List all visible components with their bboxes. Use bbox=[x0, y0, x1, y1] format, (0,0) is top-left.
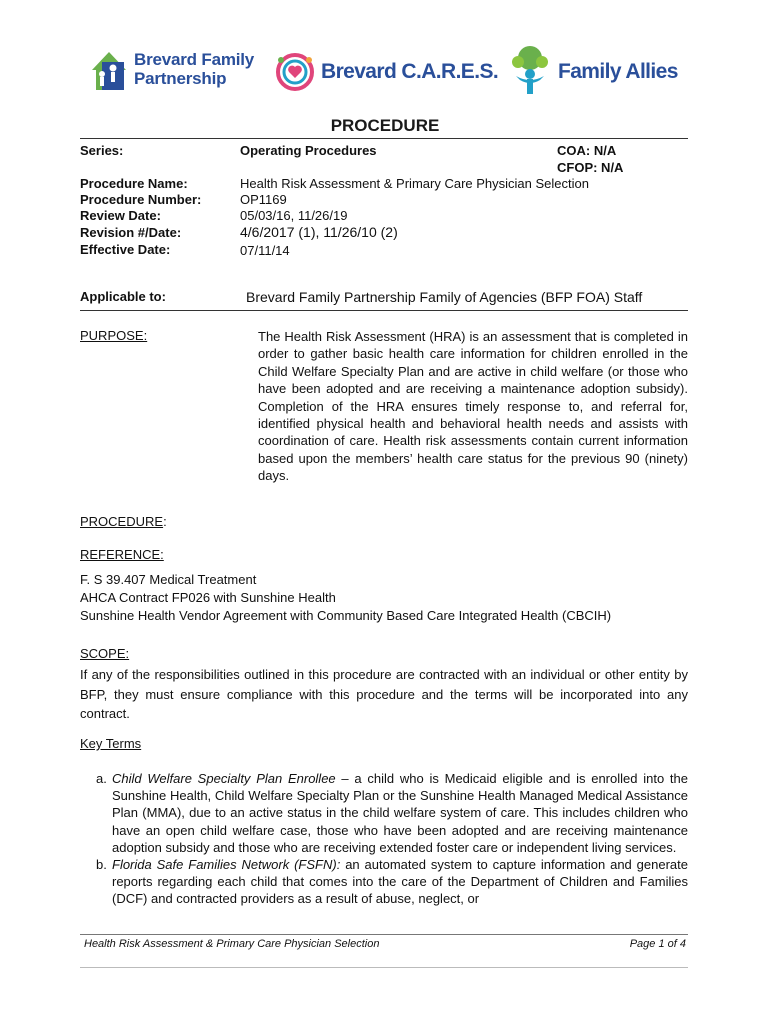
title-divider bbox=[80, 138, 688, 139]
reference-list bbox=[80, 571, 611, 625]
reference-item: AHCA Contract FP026 with Sunshine Health bbox=[80, 590, 336, 605]
page-number: Page 1 of 4 bbox=[629, 938, 686, 950]
key-terms-label: Key Terms bbox=[80, 736, 142, 751]
term-definition: – a child who is Medicaid eligible and is enrolled into the Sunshine Health, Child Welfare Specialty Plan or the Sunshine Health Managed Medical Assistance Plan (MMA), due to an active status in the child welfare system of care. This includes children who have an open child welfare case, those who have been adopted and are receiving maintenance adoption subsidy and those who are receiving extended foster care or independent living services. bbox=[112, 771, 689, 855]
tree-person-icon bbox=[506, 44, 554, 96]
procedure-number-value: OP1169 bbox=[240, 192, 287, 207]
brevard-cares-logo bbox=[273, 50, 499, 94]
key-terms-list bbox=[96, 770, 688, 908]
footer-divider-top bbox=[80, 934, 688, 935]
bfp-logo-line1: Brevard Family bbox=[134, 50, 255, 69]
bfp-logo-line2: Partnership bbox=[134, 69, 227, 88]
reference-item: F. S 39.407 Medical Treatment bbox=[80, 572, 257, 587]
cfop-value: CFOP: N/A bbox=[557, 160, 624, 175]
term-name: Florida Safe Families Network (FSFN): bbox=[112, 857, 341, 873]
page-title: PROCEDURE bbox=[330, 116, 440, 135]
revision-date-value: 4/6/2017 (1), 11/26/10 (2) bbox=[240, 224, 398, 240]
purpose-text: The Health Risk Assessment (HRA) is an assessment that is completed in order to gather basic health care information for children enrolled in the Child Welfare Specialty Plan and are active in child welfare (or those who have been adopted and are receiving a maintenance adoption subsidy). Completion of the HRA ensures timely response to, and referral for, identified physical health and behavioral health needs and assists with coordination of care. Health risk assessments contain current information based upon the members’ health care status for the previous 90 (ninety) days. bbox=[258, 329, 688, 484]
header-divider bbox=[80, 310, 688, 311]
effective-date-value: 07/11/14 bbox=[240, 243, 290, 258]
applicable-to-value: Brevard Family Partnership Family of Agencies (BFP FOA) Staff bbox=[246, 289, 643, 305]
brevard-family-partnership-logo bbox=[88, 46, 264, 96]
reference-item: Sunshine Health Vendor Agreement with Community Based Care Integrated Health (CBCIH) bbox=[80, 608, 612, 623]
heart-hands-icon bbox=[273, 50, 317, 94]
review-date-label: Review Date: bbox=[80, 208, 161, 223]
effective-date-label: Effective Date: bbox=[80, 242, 171, 257]
footer-divider-bottom bbox=[80, 967, 688, 968]
applicable-to-label: Applicable to: bbox=[80, 289, 166, 304]
procedure-name-label: Procedure Name: bbox=[80, 176, 188, 191]
family-house-icon bbox=[88, 48, 130, 92]
procedure-name-value: Health Risk Assessment & Primary Care Physician Selection bbox=[240, 176, 589, 191]
procedure-number-label: Procedure Number: bbox=[80, 192, 202, 207]
cares-logo-text: Brevard C.A.R.E.S. bbox=[321, 60, 499, 83]
coa-value: COA: N/A bbox=[557, 143, 617, 158]
revision-date-label: Revision #/Date: bbox=[80, 225, 182, 240]
series-value: Operating Procedures bbox=[240, 143, 377, 158]
scope-label: SCOPE: bbox=[80, 646, 130, 661]
list-item bbox=[96, 770, 688, 856]
allies-logo-text: Family Allies bbox=[558, 60, 678, 83]
footer-title: Health Risk Assessment & Primary Care Physician Selection bbox=[84, 938, 380, 950]
list-marker: b. bbox=[96, 857, 107, 873]
list-marker: a. bbox=[96, 771, 107, 786]
series-label: Series: bbox=[80, 143, 124, 158]
family-allies-logo bbox=[506, 44, 692, 96]
reference-label: REFERENCE: bbox=[80, 547, 164, 562]
term-name: Child Welfare Specialty Plan Enrollee bbox=[112, 771, 336, 786]
purpose-label: PURPOSE: bbox=[80, 328, 148, 343]
procedure-section-label: PROCEDURE: bbox=[80, 514, 167, 529]
review-date-value: 05/03/16, 11/26/19 bbox=[240, 208, 348, 223]
term-definition: an automated system to capture information and generate reports regarding each child that comes into the care of the Department of Children and Families (DCF) and contracted providers as a result of abuse, neglect, or bbox=[112, 857, 688, 907]
scope-text: If any of the responsibilities outlined in this procedure are contracted with an individual or other entity by BFP, they must ensure compliance with this procedure and the terms will be incorporated into any contract. bbox=[80, 667, 688, 721]
list-item bbox=[96, 856, 688, 908]
